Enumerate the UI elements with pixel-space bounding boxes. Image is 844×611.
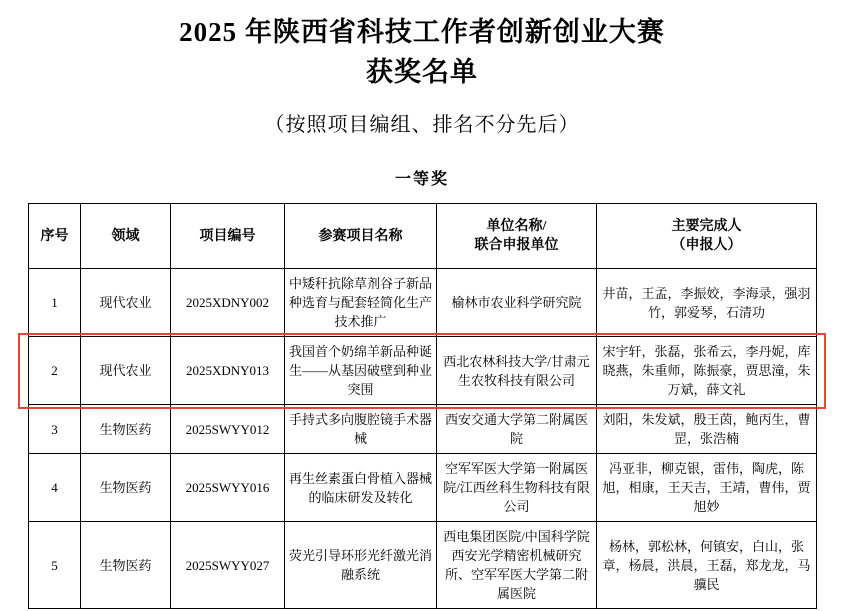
cell-code: 2025XDNY013	[171, 337, 285, 405]
cell-field: 现代农业	[81, 337, 171, 405]
column-header-people-line1: 主要完成人	[671, 219, 742, 234]
table-row	[29, 405, 817, 454]
column-header-unit-line2: 联合申报单位	[474, 238, 559, 253]
column-header-people-line2: （申报人）	[671, 238, 742, 253]
page-title-line1: 2025 年陕西省科技工作者创新创业大赛	[179, 17, 665, 47]
cell-people: 杨林，郭松林，何镇安，白山，张章，杨晨，洪晨，王磊，郑龙龙，马骥民	[597, 522, 817, 609]
cell-people: 冯亚非，柳克银，雷伟，陶虎，陈旭，相康，王天吉，王靖，曹伟，贾旭妙	[597, 454, 817, 522]
cell-project: 手持式多向腹腔镜手术器械	[285, 405, 437, 454]
cell-people: 井苗，王孟，李振姣，李海录，强羽竹，郭爱琴，石清功	[597, 269, 817, 337]
table-row	[29, 337, 817, 405]
table-header	[29, 204, 817, 269]
cell-sn: 4	[29, 454, 81, 522]
award-table-wrapper	[28, 203, 816, 609]
cell-unit: 榆林市农业科学研究院	[437, 269, 597, 337]
cell-people: 宋宇轩，张磊，张希云，李丹妮，库晓燕，朱重师，陈振豪，贾思潼，朱万斌，薛文礼	[597, 337, 817, 405]
column-header-people	[597, 204, 817, 269]
cell-sn: 1	[29, 269, 81, 337]
column-header-field: 领域	[81, 204, 171, 269]
table-row	[29, 454, 817, 522]
column-header-code: 项目编号	[171, 204, 285, 269]
cell-sn: 3	[29, 405, 81, 454]
cell-code: 2025SWYY027	[171, 522, 285, 609]
page-subtitle: （按照项目编组、排名不分先后）	[264, 114, 580, 136]
cell-unit: 空军军医大学第一附属医院/江西丝科生物科技有限公司	[437, 454, 597, 522]
column-header-unit-line1: 单位名称/	[486, 219, 547, 234]
column-header-unit	[437, 204, 597, 269]
column-header-project: 参赛项目名称	[285, 204, 437, 269]
cell-sn: 5	[29, 522, 81, 609]
cell-code: 2025SWYY016	[171, 454, 285, 522]
column-header-sn: 序号	[29, 204, 81, 269]
cell-project: 再生丝素蛋白骨植入器械的临床研发及转化	[285, 454, 437, 522]
table-body	[29, 269, 817, 609]
cell-unit: 西安交通大学第二附属医院	[437, 405, 597, 454]
cell-unit: 西电集团医院/中国科学院西安光学精密机械研究所、空军军医大学第二附属医院	[437, 522, 597, 609]
cell-code: 2025SWYY012	[171, 405, 285, 454]
cell-code: 2025XDNY002	[171, 269, 285, 337]
page-title	[0, 12, 844, 92]
table-row	[29, 269, 817, 337]
cell-field: 现代农业	[81, 269, 171, 337]
cell-project: 我国首个奶绵羊新品种诞生——从基因破壁到种业突围	[285, 337, 437, 405]
cell-unit: 西北农林科技大学/甘肃元生农牧科技有限公司	[437, 337, 597, 405]
award-table	[28, 203, 817, 609]
cell-field: 生物医药	[81, 454, 171, 522]
cell-sn: 2	[29, 337, 81, 405]
cell-field: 生物医药	[81, 405, 171, 454]
table-row	[29, 522, 817, 609]
cell-project: 中矮秆抗除草剂谷子新品种选育与配套轻简化生产技术推广	[285, 269, 437, 337]
document-page	[0, 12, 844, 611]
cell-project: 荧光引导环形光纤激光消融系统	[285, 522, 437, 609]
cell-people: 刘阳，朱发斌，殷王茵，鲍丙生，曹罡，张浩楠	[597, 405, 817, 454]
table-header-row	[29, 204, 817, 269]
page-title-line2: 获奖名单	[366, 57, 478, 87]
cell-field: 生物医药	[81, 522, 171, 609]
award-level-heading: 一等奖	[394, 171, 449, 188]
